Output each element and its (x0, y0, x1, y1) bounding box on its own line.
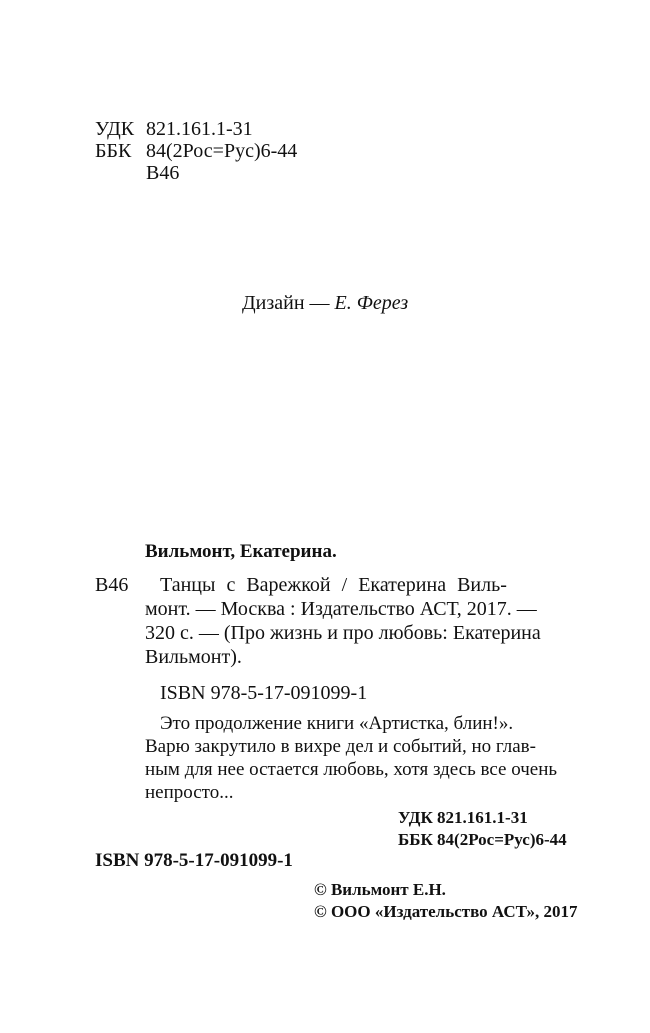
design-credit (242, 291, 408, 315)
design-credit-name: Е. Ферез (334, 292, 409, 314)
footer-isbn: ISBN 978-5-17-091099-1 (95, 850, 293, 871)
annotation-line-4: непросто... (145, 782, 234, 803)
annotation-line-1: Это продолжение книги «Артистка, блин!». (160, 713, 514, 734)
bbk-label: ББК (95, 140, 132, 162)
catalog-description-line-4: Вильмонт). (145, 646, 242, 668)
author-mark-header: В46 (146, 162, 180, 184)
bbk-value: 84(2Рос=Рус)6-44 (146, 140, 298, 162)
catalog-author-heading: Вильмонт, Екатерина. (145, 541, 337, 562)
footer-udk: УДК 821.161.1-31 (398, 808, 528, 827)
catalog-description-line-2: монт. — Москва : Издательство АСТ, 2017. — (145, 598, 537, 620)
udk-label: УДК (95, 118, 135, 140)
catalog-description-line-3: 320 с. — (Про жизнь и про любовь: Екатерина (145, 622, 541, 644)
catalog-author-mark: В46 (95, 574, 129, 596)
footer-bbk: ББК 84(2Рос=Рус)6-44 (398, 830, 567, 849)
annotation-line-3: ным для нее остается любовь, хотя здесь все очень (145, 759, 558, 780)
udk-value: 821.161.1-31 (146, 118, 253, 140)
catalog-isbn: ISBN 978-5-17-091099-1 (160, 682, 368, 704)
design-credit-prefix: Дизайн — (242, 292, 335, 314)
copyright-publisher: © ООО «Издательство АСТ», 2017 (314, 902, 578, 921)
catalog-description-line-1 (160, 573, 568, 597)
copyright-author: © Вильмонт Е.Н. (314, 880, 446, 899)
annotation-line-2: Варю закрутило в вихре дел и событий, но глав- (145, 736, 536, 757)
catalog-description-text: Танцы с Варежкой / Екатерина Виль- (160, 574, 507, 596)
